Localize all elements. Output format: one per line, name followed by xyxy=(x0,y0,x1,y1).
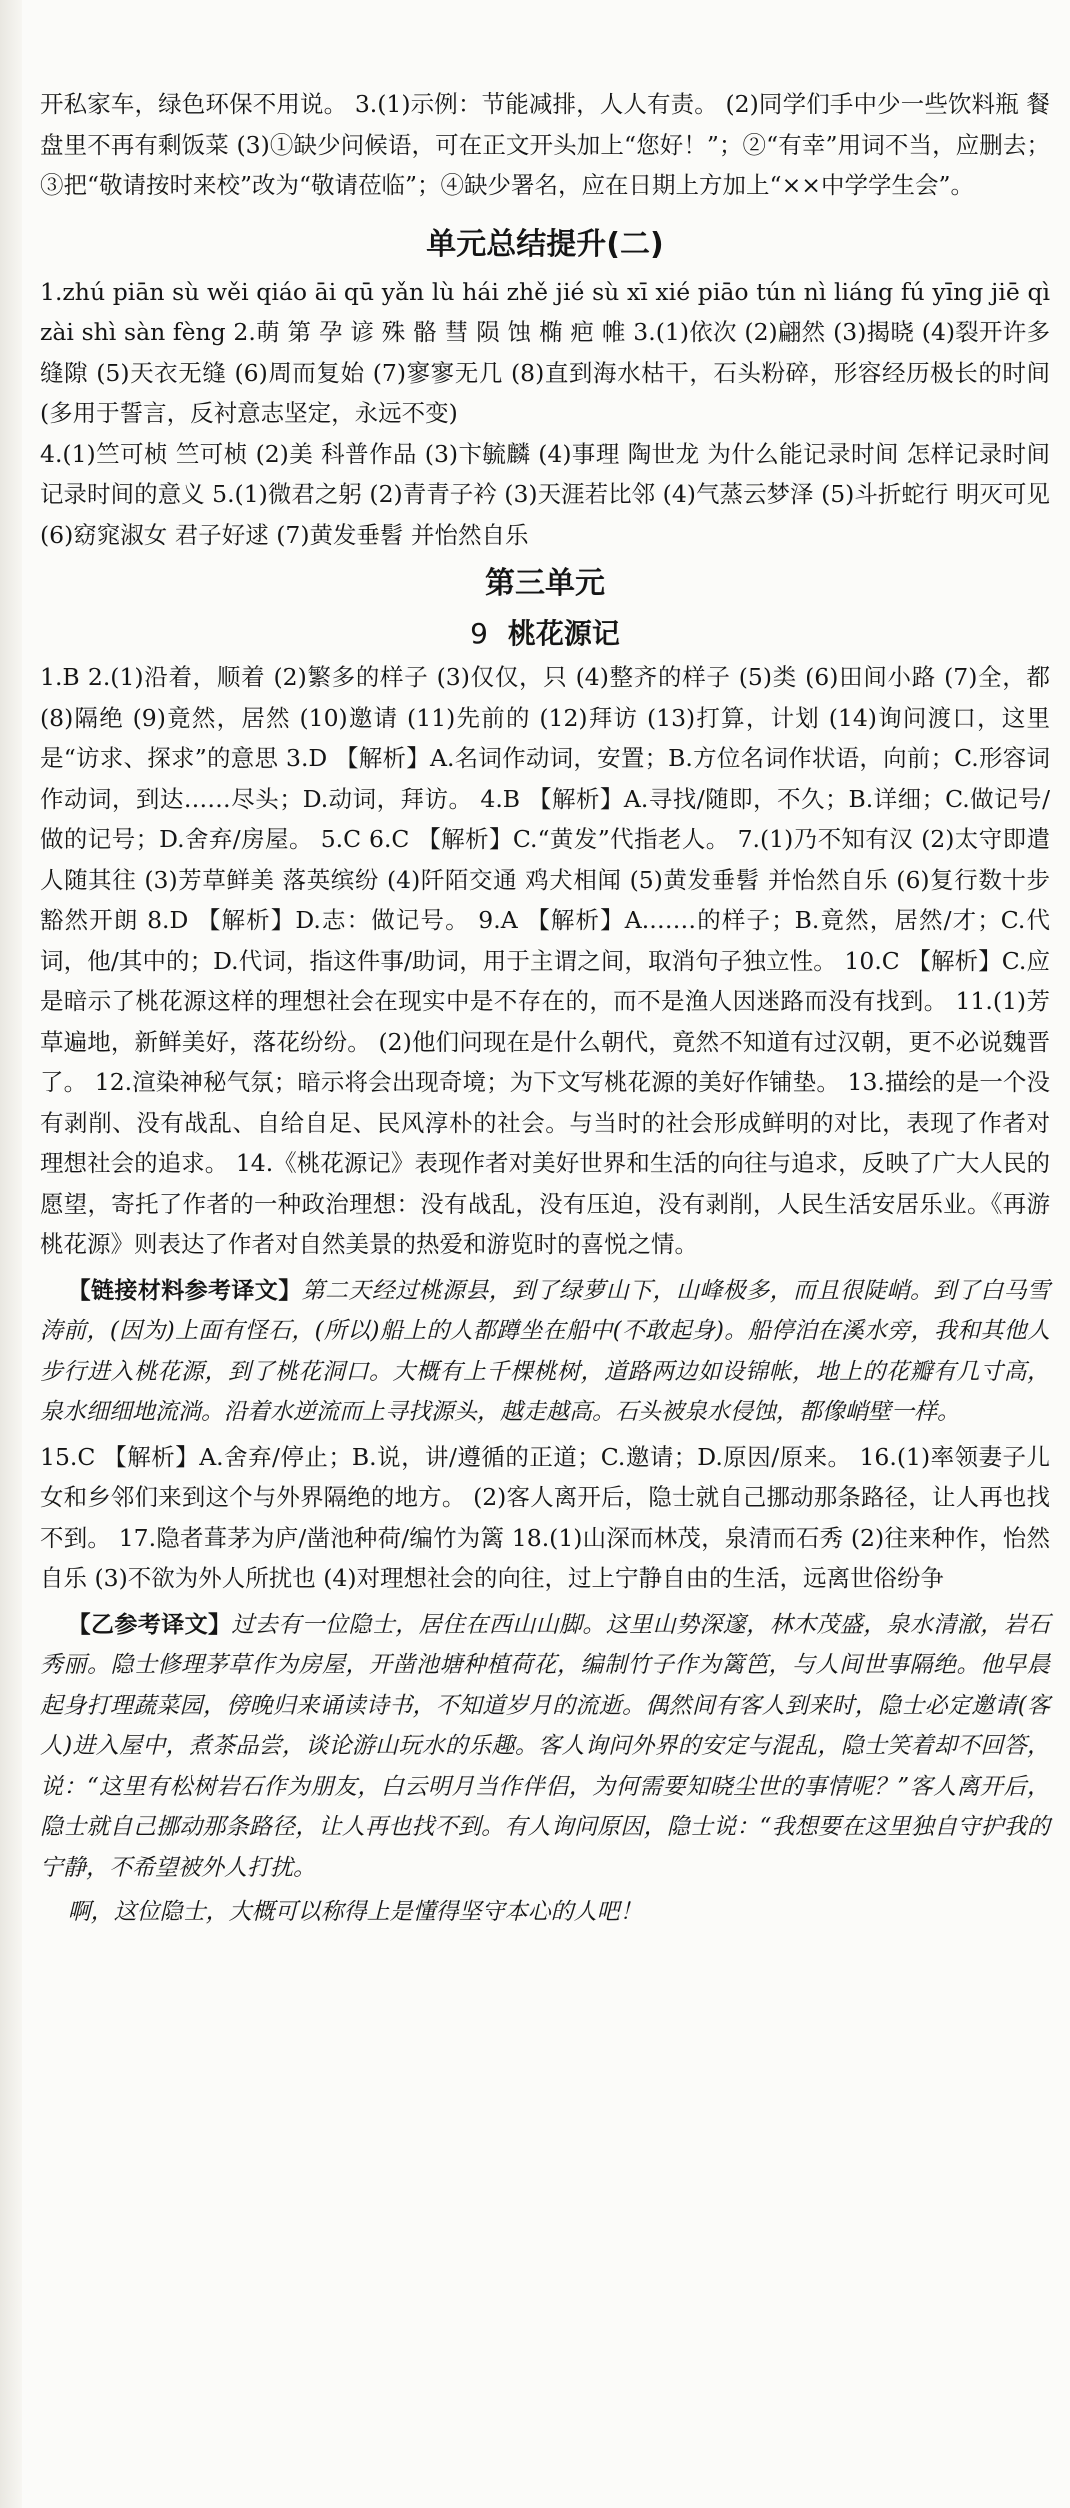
yi-translation-text: 过去有一位隐士，居住在西山山脚。这里山势深邃，林木茂盛，泉水清澈，岩石秀丽。隐士修理茅草作为房屋，开凿池塘种植荷花，编制竹子作为篱笆，与人间世事隔绝。他早晨起身打理蔬菜园，傍晚归来诵读诗书，不知道岁月的流逝。偶然间有客人到来时，隐士必定邀请(客人)进入屋中，煮茶品尝，谈论游山玩水的乐趣。客人询问外界的安定与混乱，隐士笑着却不回答，说：“这里有松树岩石作为朋友，白云明月当作伴侣，为何需要知晓尘世的事情呢？”客人离开后，隐士就自己挪动那条路径，让人再也找不到。有人询问原因，隐士说：“我想要在这里独自守护我的宁静，不希望被外人打扰。 xyxy=(40,1611,1051,1881)
carryover-answers: 开私家车，绿色环保不用说。 3.(1)示例：节能减排，人人有责。 (2)同学们手中少一些饮料瓶 餐盘里不再有剩饭菜 (3)①缺少问候语，可在正文开头加上“您好！”；②“有幸”用词不当，应删去；③把“敬请按时来校”改为“敬请莅临”；④缺少署名，应在日期上方加上“××中学学生会”。 xyxy=(40,90,1050,199)
unit-three-title: 第三单元 xyxy=(485,566,605,601)
binding-edge xyxy=(0,0,22,2508)
link-material-translation xyxy=(40,1271,1050,1433)
unit-summary-title: 单元总结提升(二) xyxy=(426,226,664,262)
lesson-answers-2: 15.C 【解析】A.舍弃/停止；B.说，讲/遵循的正道；C.邀请；D.原因/原来。 16.(1)率领妻子儿女和乡邻们来到这个与外界隔绝的地方。 (2)客人离开后，隐士就自己挪动那条路径，让人再也找不到。 17.隐者葺茅为庐/凿池种荷/编竹为篱 18.(1)山深而林茂，泉清而石秀 (2)往来种作，怡然自乐 (3)不欲为外人所扰也 (4)对理想社会的向往，过上宁静自由的生活，远离世俗纷争 xyxy=(40,1442,1050,1592)
link-translation-tag: 【链接材料参考译文】 xyxy=(67,1276,302,1304)
yi-translation-tag: 【乙参考译文】 xyxy=(67,1610,232,1638)
lesson-answers: 1.B 2.(1)沿着，顺着 (2)繁多的样子 (3)仅仅，只 (4)整齐的样子 (5)类 (6)田间小路 (7)全，都 (8)隔绝 (9)竟然，居然 (10)邀请 (11)先前的 (12)拜访 (13)打算，计划 (14)询问渡口，这里是“访求、探求”的意思 3.D 【解析】A.名词作动词，安置；B.方位名词作状语，向前；C.形容词作动词，到达……尽头；D.动词，拜访。 4.B 【解析】A.寻找/随即，不久；B.详细；C.做记号/做的记号；D.舍弃/房屋。 5.C 6.C 【解析】C.“黄发”代指老人。 7.(1)乃不知有汉 (2)太守即遣人随其往 (3)芳草鲜美 落英缤纷 (4)阡陌交通 鸡犬相闻 (5)黄发垂髫 并怡然自乐 (6)复行数十步 豁然开朗 8.D 【解析】D.志：做记号。 9.A 【解析】A.……的样子；B.竟然，居然/才；C.代词，他/其中的；D.代词，指这件事/助词，用于主谓之间，取消句子独立性。 10.C 【解析】C.应是暗示了桃花源这样的理想社会在现实中是不存在的，而不是渔人因迷路而没有找到。 11.(1)芳草遍地，新鲜美好，落花纷纷。 (2)他们问现在是什么朝代，竟然不知道有过汉朝，更不必说魏晋了。 12.渲染神秘气氛；暗示将会出现奇境；为下文写桃花源的美好作铺垫。 13.描绘的是一个没有剥削、没有战乱、自给自足、民风淳朴的社会。与当时的社会形成鲜明的对比，表现了作者对理想社会的追求。 14.《桃花源记》表现作者对美好世界和生活的向往与追求，反映了广大人民的愿望，寄托了作者的一种政治理想：没有战乱，没有压迫，没有剥削，人民生活安居乐业。《再游桃花源》则表达了作者对自然美景的热爱和游览时的喜悦之情。 xyxy=(40,663,1050,1258)
unit-summary-answers-2: 4.(1)竺可桢 竺可桢 (2)美 科普作品 (3)卞毓麟 (4)事理 陶世龙 为什么能记录时间 怎样记录时间 记录时间的意义 5.(1)微君之躬 (2)青青子衿 (3)天涯若比邻 (4)气蒸云梦泽 (5)斗折蛇行 明灭可见 (6)窈窕淑女 君子好逑 (7)黄发垂髫 并怡然自乐 xyxy=(40,439,1050,549)
unit-summary-answers-1: 1.zhú piān sù wěi qiáo āi qū yǎn lù hái zhě jié sù xī xié piāo tún nì liáng fú yīng jiē qì zài shì sàn fèng 2.萌 第 孕 谚 殊 骼 彗 陨 蚀 椭 疤 帷 3.(1)依次 (2)翩然 (3)揭晓 (4)裂开许多缝隙 (5)天衣无缝 (6)周而复始 (7)寥寥无几 (8)直到海水枯干，石头粉碎，形容经历极长的时间(多用于誓言，反衬意志坚定，永远不变) xyxy=(40,277,1050,427)
closing-line: 啊，这位隐士，大概可以称得上是懂得坚守本心的人吧！ xyxy=(67,1899,643,1925)
unit-summary-section xyxy=(40,220,1050,556)
lesson-heading xyxy=(40,611,1050,657)
answer-content xyxy=(40,84,1050,1933)
lesson-number: 9 xyxy=(470,617,488,650)
unit-three-section xyxy=(40,559,1050,1933)
lesson-title: 桃花源记 xyxy=(507,617,620,650)
yi-translation xyxy=(40,1605,1050,1889)
link-translation-text: 第二天经过桃源县，到了绿萝山下，山峰极多，而且很陡峭。到了白马雪涛前，(因为)上面有怪石，(所以)船上的人都蹲坐在船中(不敢起身)。船停泊在溪水旁，我和其他人步行进入桃花源，到了桃花洞口。大概有上千棵桃树，道路两边如设锦帐，地上的花瓣有几寸高，泉水细细地流淌。沿着水逆流而上寻找源头，越走越高。石头被泉水侵蚀，都像峭壁一样。 xyxy=(40,1277,1051,1425)
